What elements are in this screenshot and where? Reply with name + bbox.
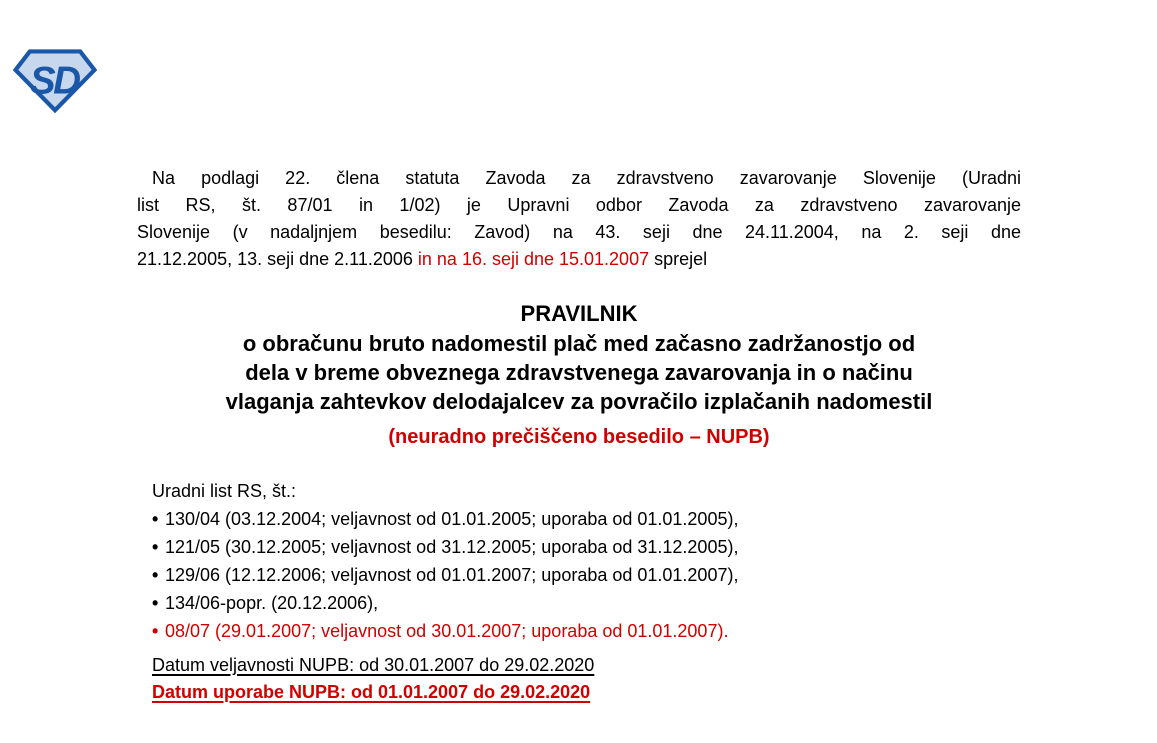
- list-item-text: 130/04 (03.12.2004; veljavnost od 01.01.2005; uporaba od 01.01.2005),: [165, 509, 739, 529]
- intro-line-4-black-start: 21.12.2005, 13. seji dne 2.11.2006: [137, 249, 418, 269]
- datum-uporabe-line: [152, 679, 1036, 706]
- intro-line-3: Slovenije (v nadaljnjem besedilu: Zavod) na 43. seji dne 24.11.2004, na 2. seji dne: [137, 222, 1021, 242]
- datum-veljavnosti-line: [152, 652, 1036, 679]
- list-item: [152, 533, 1036, 561]
- subtitle-nupb: (neuradno prečiščeno besedilo – NUPB): [388, 426, 770, 448]
- document-title: PRAVILNIK: [520, 301, 638, 326]
- uradni-list-label: Uradni list RS, št.:: [152, 481, 297, 501]
- list-item-text: 134/06-popr. (20.12.2006),: [165, 593, 379, 613]
- datum-uporabe-text: Datum uporabe NUPB: od 01.01.2007 do 29.02.2020: [152, 682, 591, 702]
- datum-veljavnosti-text: Datum veljavnosti NUPB: od 30.01.2007 do 29.02.2020: [152, 655, 595, 675]
- uradni-list-section: [137, 477, 1036, 645]
- list-item: [152, 617, 1036, 645]
- list-item: [152, 561, 1036, 589]
- intro-line-2: list RS, št. 87/01 in 1/02) je Upravni odbor Zavoda za zdravstveno zavarovanje: [137, 195, 1021, 215]
- list-item: [152, 505, 1036, 533]
- intro-paragraph: [137, 165, 1021, 273]
- list-item-text: 129/06 (12.12.2006; veljavnost od 01.01.2007; uporaba od 01.01.2007),: [165, 565, 739, 585]
- title-line-1: o obračunu bruto nadomestil plač med začasno zadržanostjo od: [242, 331, 916, 356]
- list-item-text: 08/07 (29.01.2007; veljavnost od 30.01.2007; uporaba od 01.01.2007).: [165, 621, 729, 641]
- sd-diamond-logo: [13, 47, 97, 113]
- list-item-text: 121/05 (30.12.2005; veljavnost od 31.12.2005; uporaba od 31.12.2005),: [165, 537, 739, 557]
- title-block: [137, 299, 1021, 450]
- dates-section: [137, 652, 1036, 706]
- intro-line-4-black-end: sprejel: [649, 249, 708, 269]
- logo-letters: SD: [29, 59, 79, 103]
- intro-line-1: Na podlagi 22. člena statuta Zavoda za zdravstveno zavarovanje Slovenije (Uradni: [152, 168, 1021, 188]
- intro-line-4-red-amendment: in na 16. seji dne 15.01.2007: [417, 249, 650, 269]
- list-item: [152, 589, 1036, 617]
- intro-line-4: [137, 246, 1021, 273]
- title-line-3: vlaganja zahtevkov delodajalcev za povračilo izplačanih nadomestil: [225, 389, 933, 414]
- title-line-2: dela v breme obveznega zdravstvenega zavarovanja in o načinu: [245, 360, 913, 385]
